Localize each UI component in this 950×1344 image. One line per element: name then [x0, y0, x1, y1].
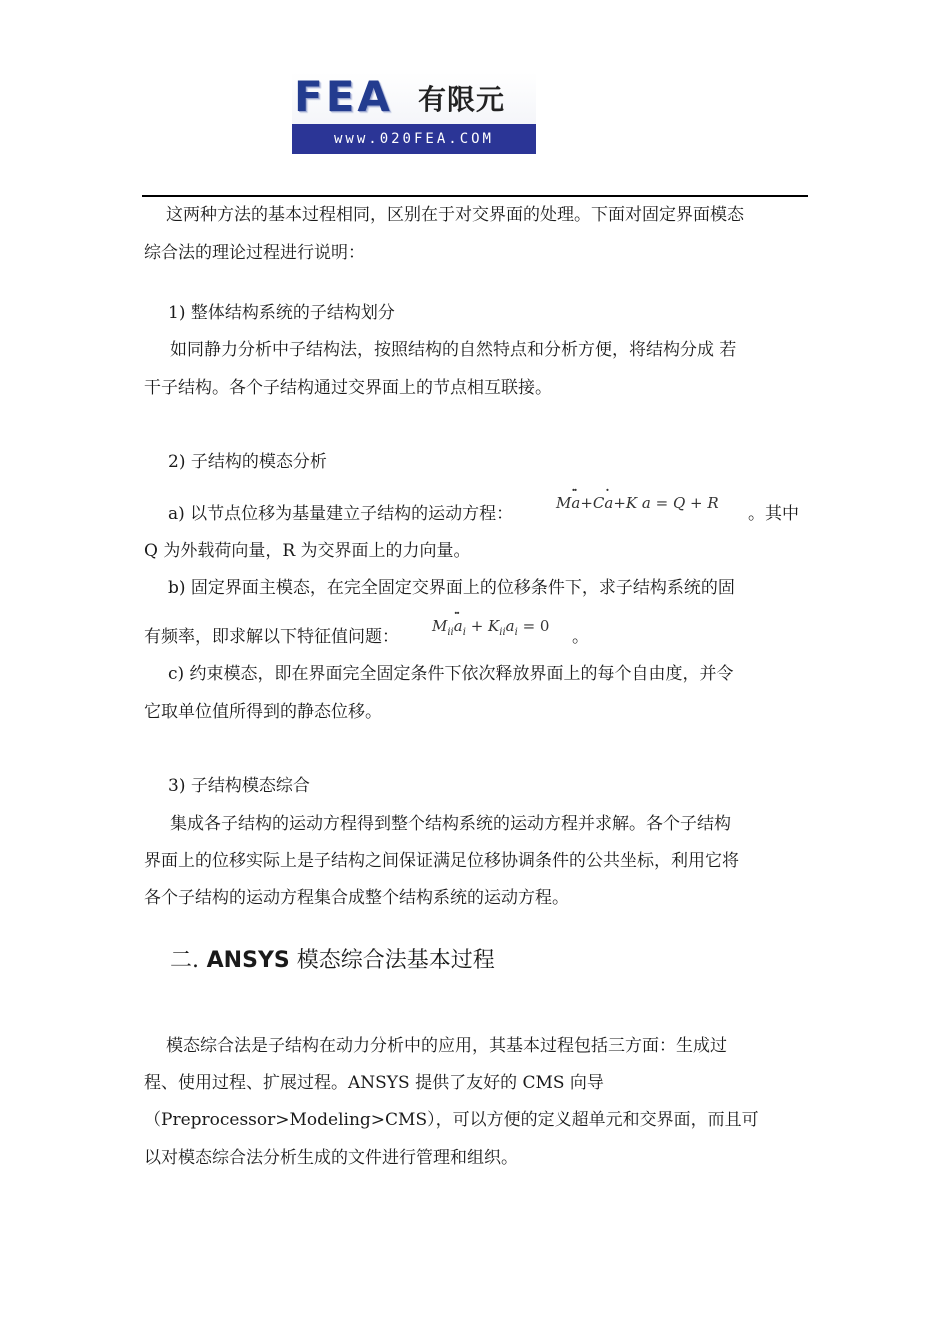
section-1-title: 1) 整体结构系统的子结构划分 [168, 303, 395, 323]
section-2b-text: 有频率，即求解以下特征值问题： [144, 627, 399, 647]
intro-line-1: 这两种方法的基本过程相同，区别在于对交界面的处理。下面对固定界面模态 [166, 205, 744, 225]
fea-logo [292, 72, 536, 154]
heading-prefix: 二. [170, 948, 199, 973]
eigenvalue-equation: $M_{ii}\cdot\cdot a_i + K_{ii}a_i = 0$ [432, 617, 549, 638]
final-line-4: 以对模态综合法分析生成的文件进行管理和组织。 [144, 1148, 518, 1168]
section-2c-line-2: 它取单位值所得到的静态位移。 [144, 702, 382, 722]
section-3-title: 3) 子结构模态综合 [168, 776, 310, 796]
final-line-2: 程、使用过程、扩展过程。ANSYS 提供了友好的 CMS 向导 [144, 1073, 604, 1093]
equation-of-motion: M·· a+C· a+K a = Q + R [556, 494, 719, 512]
section-2b-tail: 。 [572, 627, 589, 647]
section-2a-text: a) 以节点位移为基量建立子结构的运动方程： [168, 504, 514, 524]
section-2a-tail: 。其中 [748, 504, 799, 524]
intro-line-2: 综合法的理论过程进行说明： [144, 243, 365, 263]
heading-ansys-cms [170, 946, 810, 976]
section-1-line-2: 干子结构。各个子结构通过交界面上的节点相互联接。 [144, 378, 552, 398]
section-3-line-1: 集成各子结构的运动方程得到整个结构系统的运动方程并求解。各个子结构 [170, 814, 731, 834]
section-3-line-2: 界面上的位移实际上是子结构之间保证满足位移协调条件的公共坐标，利用它将 [144, 851, 739, 871]
section-2b-line-1: b) 固定界面主模态，在完全固定交界面上的位移条件下，求子结构系统的固 [168, 578, 735, 598]
logo-fea-text: FEA [294, 72, 393, 121]
section-2a-line-1 [168, 502, 836, 526]
logo-website: www.020FEA.COM [292, 124, 536, 154]
section-2-title: 2) 子结构的模态分析 [168, 452, 327, 472]
final-line-1: 模态综合法是子结构在动力分析中的应用，其基本过程包括三方面：生成过 [166, 1036, 727, 1056]
header-rule [142, 195, 808, 197]
heading-rest: 模态综合法基本过程 [289, 948, 495, 973]
logo-chinese-text: 有限元 [418, 83, 506, 116]
heading-ansys: ANSYS [199, 948, 290, 973]
section-3-line-3: 各个子结构的运动方程集合成整个结构系统的运动方程。 [144, 888, 569, 908]
section-2c-line-1: c) 约束模态，即在界面完全固定条件下依次释放界面上的每个自由度，并令 [168, 664, 734, 684]
section-2a-line-2: Q 为外载荷向量，R 为交界面上的力向量。 [144, 541, 471, 561]
section-1-line-1: 如同静力分析中子结构法，按照结构的自然特点和分析方便，将结构分成 若 [170, 340, 737, 360]
final-line-3: （Preprocessor>Modeling>CMS），可以方便的定义超单元和交界面，而且可 [144, 1110, 759, 1130]
